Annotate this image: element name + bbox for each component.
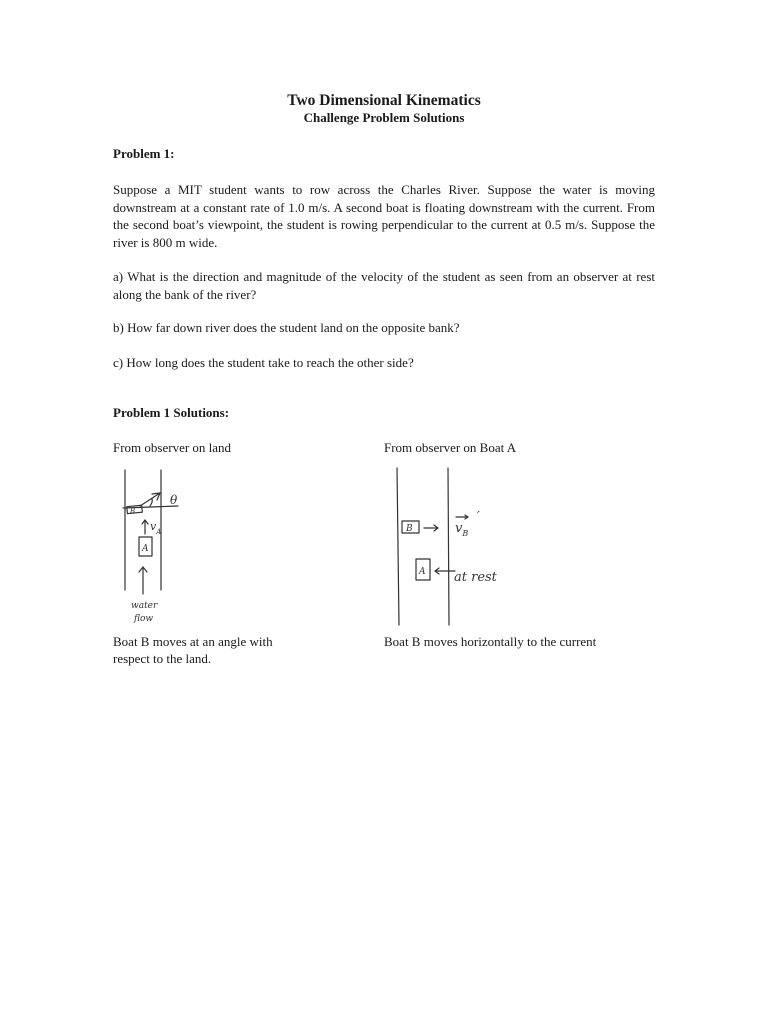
boat-observer-svg — [385, 462, 515, 632]
right-figure-label: From observer on Boat A — [384, 440, 517, 455]
land-observer-sketch — [110, 462, 210, 632]
boat-b-label: B — [406, 524, 413, 534]
at-rest-label: at rest — [454, 570, 497, 585]
problem-1-statement: Suppose a MIT student wants to row across the Charles River. Suppose the water is moving downstream at a constant rate of 1.0 m/s. A second boat is floating downstream with the current. From the second boat’s viewpoint, the student is rowing perpendicular to the current at 0.5 m/s. Suppose the river is 800 m wide. — [113, 182, 655, 250]
left-figure-caption-line-2: respect to the land. — [113, 651, 212, 666]
prime-mark: ′ — [477, 509, 480, 523]
velocity-a-label — [150, 520, 161, 536]
water-flow-label-2: flow — [134, 614, 154, 624]
question-b: b) How far down river does the student land on the opposite bank? — [113, 320, 460, 335]
left-figure-caption-line-1: Boat B moves at an angle with — [113, 634, 273, 649]
question-a: a) What is the direction and magnitude of the velocity of the student as seen from an observer at rest along the bank of the river? — [113, 269, 655, 302]
velocity-a-symbol: v — [150, 520, 157, 533]
left-figure-label: From observer on land — [113, 440, 232, 455]
right-figure-caption: Boat B moves horizontally to the current — [384, 634, 597, 649]
velocity-b-label — [455, 521, 468, 538]
right-riverbank — [448, 468, 449, 625]
angle-arc — [150, 499, 152, 506]
document-title: Two Dimensional Kinematics — [287, 92, 481, 109]
document-subtitle: Challenge Problem Solutions — [303, 110, 465, 125]
problem-1-heading: Problem 1: — [113, 146, 175, 161]
land-observer-svg — [110, 462, 210, 632]
boat-a-label: A — [142, 544, 149, 554]
boat-a-label: A — [419, 567, 426, 577]
question-c: c) How long does the student take to reach the other side? — [113, 355, 414, 370]
velocity-a-subscript: A — [156, 528, 162, 536]
boat-b-label: B — [130, 507, 136, 515]
velocity-b-symbol: v — [455, 521, 463, 536]
solutions-heading: Problem 1 Solutions: — [113, 405, 230, 420]
water-flow-label-1: water — [131, 601, 158, 611]
boat-observer-sketch — [385, 462, 515, 632]
left-riverbank — [397, 468, 399, 625]
velocity-b-subscript: B — [462, 529, 469, 538]
theta-label: θ — [170, 493, 178, 507]
